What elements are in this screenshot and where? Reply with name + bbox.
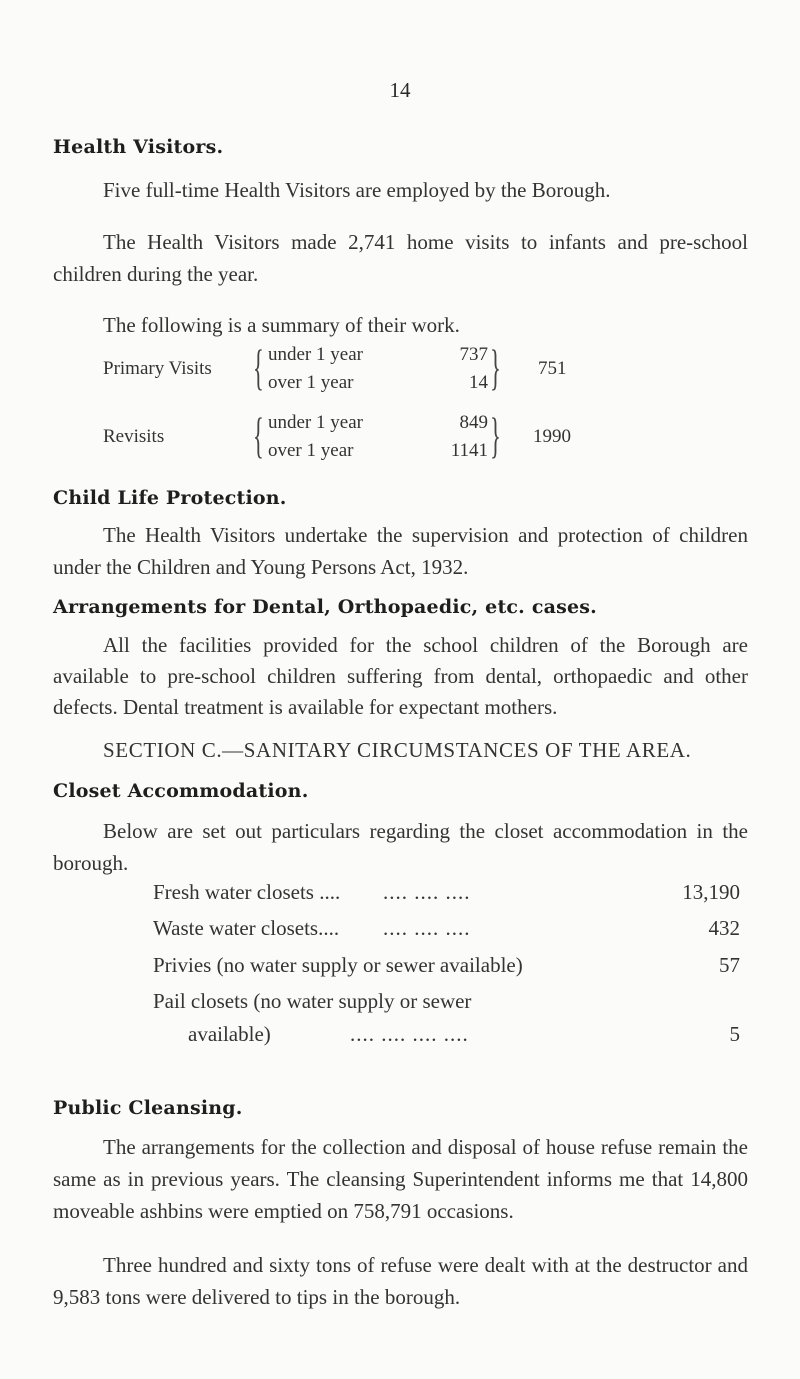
arrangements-heading: Arrangements for Dental, Orthopaedic, etc. cases. (53, 596, 597, 618)
primary-visits-label: Primary Visits (103, 358, 212, 379)
left-brace: { (253, 339, 264, 395)
right-brace: } (490, 407, 501, 463)
primary-total: 751 (538, 358, 567, 379)
primary-under-count: 737 (459, 344, 488, 365)
closet-item-dots: .... .... .... (383, 880, 471, 904)
closet-item-value: 57 (719, 953, 740, 977)
closet-item-label: Fresh water closets .... (153, 880, 341, 904)
revisits-under-count: 849 (459, 412, 488, 433)
revisits-label: Revisits (103, 426, 165, 447)
health-visitors-para3: The following is a summary of their work. (103, 313, 460, 337)
closet-item-value: 432 (708, 916, 740, 940)
child-life-para: The Health Visitors undertake the supervision and protection of children under the Children and Young Persons Act, 1932. (53, 523, 748, 579)
right-brace: } (490, 339, 501, 395)
closet-item-label: Waste water closets.... (153, 916, 340, 940)
cleansing-para2: Three hundred and sixty tons of refuse were dealt with at the destructor and 9,583 tons were delivered to tips in the borough. (53, 1253, 748, 1309)
closet-item-dots: .... .... .... (383, 916, 471, 940)
left-brace: { (253, 407, 264, 463)
child-life-heading: Child Life Protection. (53, 487, 287, 509)
page-number: 14 (389, 78, 411, 102)
health-visitors-para1: Five full-time Health Visitors are employed by the Borough. (103, 178, 611, 202)
closet-item-label: Pail closets (no water supply or sewer (153, 989, 472, 1013)
closet-item-label: Privies (no water supply or sewer available) (153, 953, 523, 977)
health-visitors-heading: Health Visitors. (53, 136, 224, 158)
arrangements-para: All the facilities provided for the school children of the Borough are available to pre-school children suffering from dental, orthopaedic and other defects. Dental treatment is available for expectant mothers. (53, 633, 748, 719)
closet-item-value: 13,190 (682, 880, 740, 904)
closet-item-label-cont: available) (188, 1022, 271, 1046)
primary-over-count: 14 (469, 372, 488, 393)
closet-item-value: 5 (729, 1022, 740, 1046)
primary-under-label: under 1 year (268, 344, 363, 365)
cleansing-para1: The arrangements for the collection and disposal of house refuse remain the same as in previous years. The cleansing Superintendent informs me that 14,800 moveable ashbins were emptied on 758,791 occasions. (53, 1135, 748, 1223)
primary-over-label: over 1 year (268, 372, 354, 393)
closet-heading: Closet Accommodation. (53, 780, 309, 802)
health-visitors-para2: The Health Visitors made 2,741 home visits to infants and pre-school children during the year. (53, 230, 748, 286)
revisits-under-label: under 1 year (268, 412, 363, 433)
revisits-over-count: 1141 (450, 440, 488, 461)
revisits-over-label: over 1 year (268, 440, 354, 461)
closet-item-dots: .... .... .... .... (350, 1022, 469, 1046)
section-c-title: SECTION C.—SANITARY CIRCUMSTANCES OF THE AREA. (103, 738, 692, 762)
cleansing-heading: Public Cleansing. (53, 1097, 243, 1119)
closet-para: Below are set out particulars regarding the closet accommodation in the borough. (53, 819, 748, 875)
revisits-total: 1990 (533, 426, 571, 447)
